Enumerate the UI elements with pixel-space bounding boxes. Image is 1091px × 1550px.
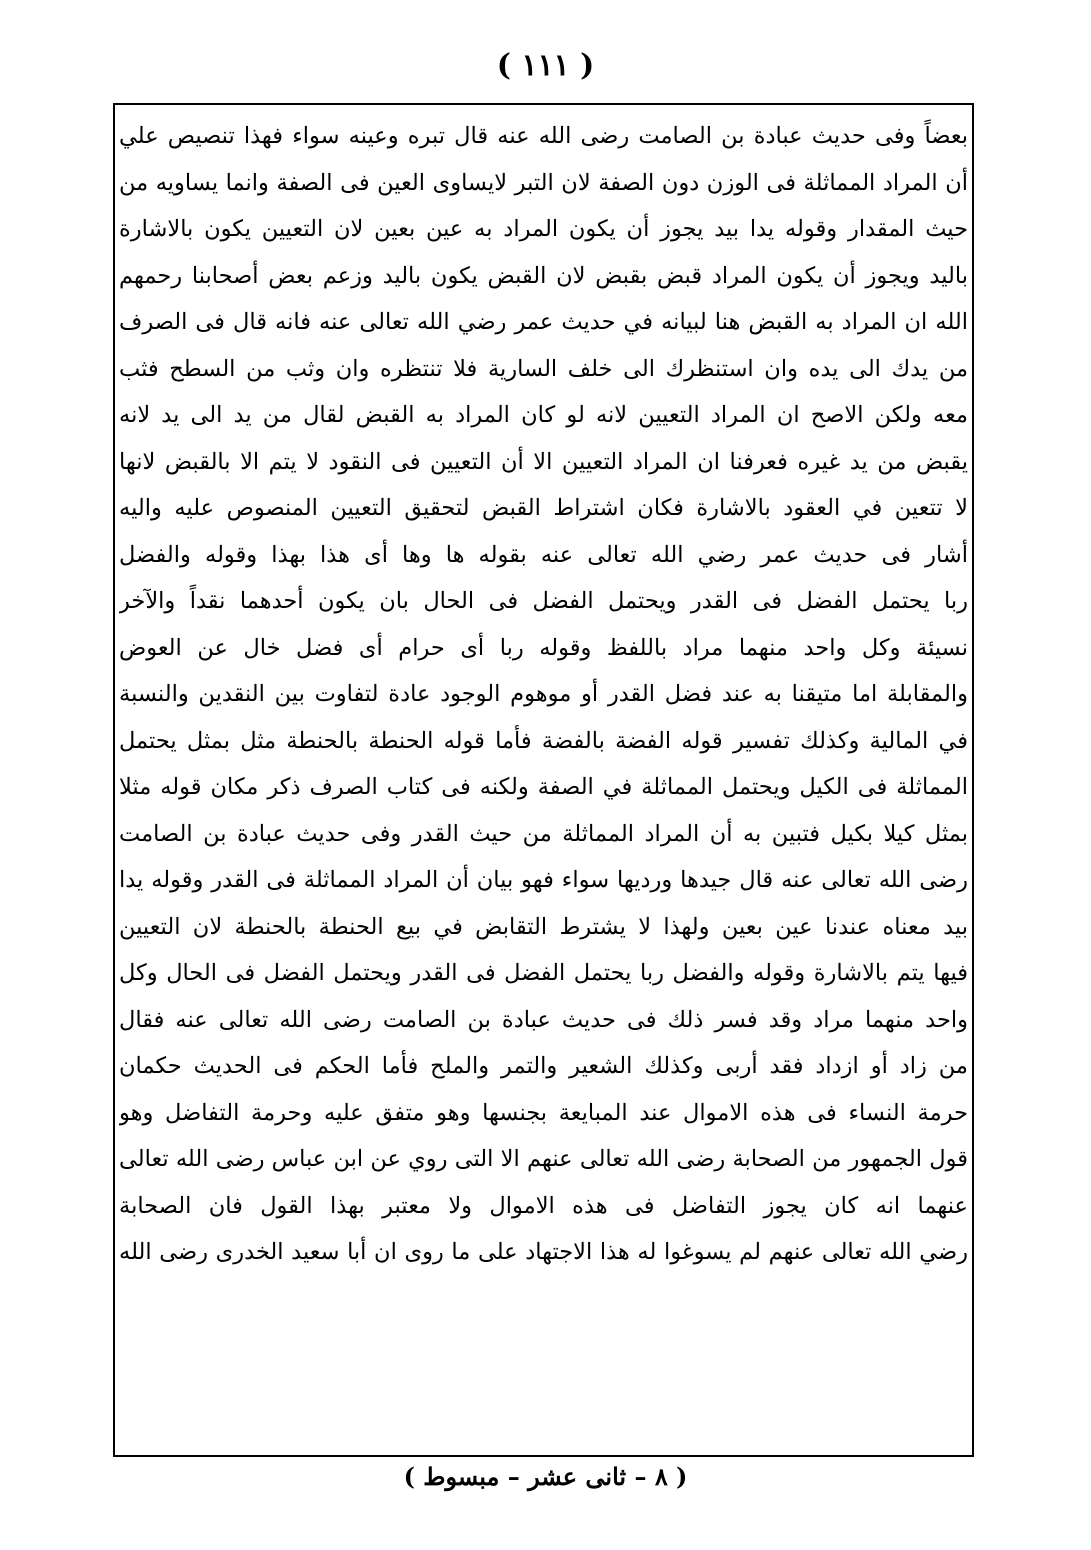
page-number: ( ١١١ ) (496, 48, 595, 83)
text-line: رضى الله تعالى عنه قال جيدها ورديها سواء فهو بيان أن المراد المماثلة فى القدر وقوله يدا (119, 867, 968, 893)
text-line: أشار فى حديث عمر رضي الله تعالى عنه بقوله ها وها أى هذا بهذا وقوله والفضل (119, 541, 968, 568)
text-body (119, 113, 968, 1276)
text-line: نسيئة وكل واحد منهما مراد باللفظ وقوله ربا أى حرام أى فضل خال عن العوض (119, 634, 968, 661)
text-line: بيد معناه عندنا عين بعين ولهذا لا يشترط التقابض في بيع الحنطة بالحنطة لان التعيين (119, 913, 968, 940)
page-footer: ( ٨ – ثانى عشر – مبسوط ) (403, 1462, 688, 1491)
text-line: أن المراد المماثلة فى الوزن دون الصفة لان التبر لايساوى العين فى الصفة وانما يساويه من (119, 169, 968, 196)
text-line: من يدك الى يده وان استنظرك الى خلف السارية فلا تنتظره وان وثب من السطح فثب (119, 355, 968, 382)
text-line: يقبض من يد غيره فعرفنا ان المراد التعيين الا أن التعيين فى النقود لا يتم الا بالقبض لانها (119, 448, 968, 475)
text-line: والمقابلة اما متيقنا به عند فضل القدر أو موهوم الوجود عادة لتفاوت بين النقدين والنسبة (119, 681, 968, 707)
text-line: رضي الله تعالى عنهم لم يسوغوا له هذا الاجتهاد على ما روى ان أبا سعيد الخدرى رضى الله (119, 1239, 968, 1265)
text-line: باليد ويجوز أن يكون المراد قبض بقبض لان القبض يكون باليد وزعم بعض أصحابنا رحمهم (119, 262, 968, 289)
text-line: بعضاً وفى حديث عبادة بن الصامت رضى الله عنه قال تبره وعينه سواء فهذا تنصيص علي (119, 123, 968, 149)
text-line: قول الجمهور من الصحابة رضى الله تعالى عنهم الا التى روي عن ابن عباس رضى الله تعالى (119, 1146, 968, 1172)
text-line: حرمة النساء فى هذه الاموال عند المبايعة بجنسها وهو متفق عليه وحرمة التفاضل وهو (119, 1099, 968, 1126)
text-line: المماثلة فى الكيل ويحتمل المماثلة في الصفة ولكنه فى كتاب الصرف ذكر مكان قوله مثلا (119, 774, 968, 800)
text-line: في المالية وكذلك تفسير قوله الفضة بالفضة فأما قوله الحنطة بالحنطة مثل بمثل يحتمل (119, 727, 968, 754)
text-line: ربا يحتمل الفضل فى القدر ويحتمل الفضل فى الحال بان يكون أحدهما نقداً والآخر (119, 588, 968, 614)
text-line: من زاد أو ازداد فقد أربى وكذلك الشعير والتمر والملح فأما الحكم فى الحديث حكمان (119, 1053, 968, 1079)
text-line: بمثل كيلا بكيل فتبين به أن المراد المماثلة من حيث القدر وفى حديث عبادة بن الصامت (119, 820, 968, 847)
text-line: لا تتعين في العقود بالاشارة فكان اشتراط القبض لتحقيق التعيين المنصوص عليه واليه (119, 495, 968, 521)
text-line: واحد منهما مراد وقد فسر ذلك فى حديث عبادة بن الصامت رضى الله تعالى عنه فقال (119, 1006, 968, 1033)
text-line: فيها يتم بالاشارة وقوله والفضل ربا يحتمل الفضل فى القدر ويحتمل الفضل فى الحال وكل (119, 960, 968, 986)
text-line: عنهما انه كان يجوز التفاضل فى هذه الاموال ولا معتبر بهذا القول فان الصحابة (119, 1192, 968, 1219)
text-line: معه ولكن الاصح ان المراد التعيين لانه لو كان المراد به القبض لقال من يد الى يد لانه (119, 402, 968, 428)
text-line: الله ان المراد به القبض هنا لبيانه في حديث عمر رضي الله تعالى عنه فانه قال فى الصرف (119, 309, 968, 335)
text-line: حيث المقدار وقوله يدا بيد يجوز أن يكون المراد به عين بعين لان التعيين يكون بالاشارة (119, 216, 968, 242)
